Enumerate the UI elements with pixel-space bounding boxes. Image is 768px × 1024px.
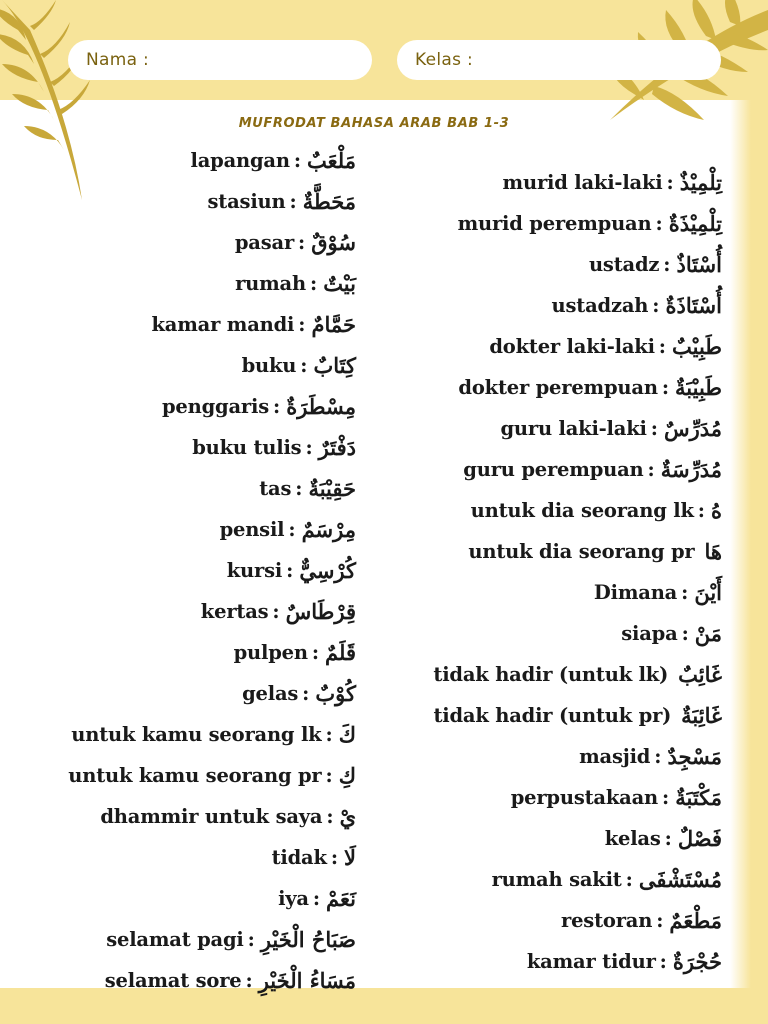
- separator: :: [300, 353, 308, 377]
- vocab-row: [382, 166, 722, 198]
- arabic-word: مَسْجِدٌ: [667, 743, 722, 769]
- vocab-row: [36, 841, 356, 873]
- vocab-row: [382, 330, 722, 362]
- indonesian-word: kursi: [226, 558, 283, 582]
- vocab-row: [382, 904, 722, 936]
- indonesian-word: kelas: [604, 826, 661, 850]
- separator: :: [659, 949, 667, 973]
- vocab-row: [382, 863, 722, 895]
- vocab-row: [382, 412, 722, 444]
- indonesian-word: untuk dia seorang pr: [468, 539, 695, 563]
- vocab-row: [36, 923, 356, 955]
- indonesian-word: lapangan: [190, 148, 290, 172]
- arabic-word: كِ: [338, 762, 356, 788]
- indonesian-word: selamat sore: [104, 968, 242, 992]
- side-background: [730, 100, 768, 988]
- name-label: Nama :: [86, 50, 150, 70]
- separator: :: [647, 457, 655, 481]
- separator: :: [286, 558, 294, 582]
- separator: :: [295, 476, 303, 500]
- vocab-row: [382, 535, 722, 567]
- vocab-row: [36, 267, 356, 299]
- arabic-word: هَا: [704, 538, 722, 564]
- arabic-word: غَائِبٌ: [678, 661, 722, 687]
- indonesian-word: rumah: [235, 271, 306, 295]
- arabic-word: طَبِيْبَةٌ: [675, 374, 722, 400]
- indonesian-word: iya: [278, 886, 309, 910]
- separator: :: [289, 189, 297, 213]
- arabic-word: كَ: [338, 721, 356, 747]
- vocab-row: [36, 513, 356, 545]
- indonesian-word: dhammir untuk saya: [100, 804, 323, 828]
- indonesian-word: murid laki-laki: [502, 170, 663, 194]
- vocab-row: [36, 226, 356, 258]
- vocab-row: [36, 554, 356, 586]
- separator: :: [662, 785, 670, 809]
- arabic-word: يْ: [339, 803, 356, 829]
- indonesian-word: restoran: [561, 908, 653, 932]
- arabic-word: أُسْتَاذَةٌ: [665, 292, 722, 318]
- arabic-word: سُوْقٌ: [311, 229, 356, 255]
- arabic-word: أُسْتَاذٌ: [676, 251, 722, 277]
- separator: :: [625, 867, 633, 891]
- arabic-word: كِتَابٌ: [313, 352, 356, 378]
- separator: :: [272, 599, 280, 623]
- separator: :: [326, 804, 334, 828]
- separator: :: [245, 968, 253, 992]
- indonesian-word: perpustakaan: [510, 785, 659, 809]
- vocab-row: [36, 800, 356, 832]
- arabic-word: مَكْتَبَةٌ: [675, 784, 722, 810]
- arabic-word: نَعَمْ: [326, 885, 356, 911]
- indonesian-word: guru perempuan: [463, 457, 644, 481]
- vocab-row: [382, 699, 722, 731]
- vocab-row: [382, 207, 722, 239]
- vocab-row: [382, 740, 722, 772]
- arabic-word: أَيْنَ: [694, 579, 722, 605]
- arabic-word: صَبَاحُ الْخَيْرِ: [260, 926, 356, 952]
- separator: :: [663, 252, 671, 276]
- arabic-word: قِرْطَاسٌ: [285, 598, 356, 624]
- arabic-word: حَقِيْبَةٌ: [308, 475, 356, 501]
- indonesian-word: buku tulis: [192, 435, 302, 459]
- indonesian-word: guru laki-laki: [500, 416, 647, 440]
- separator: :: [298, 230, 306, 254]
- arabic-word: دَفْتَرٌ: [318, 434, 356, 460]
- vocab-row: [382, 248, 722, 280]
- indonesian-word: kertas: [200, 599, 269, 623]
- arabic-word: غَائِبَةٌ: [681, 702, 722, 728]
- arabic-word: لَا: [344, 844, 356, 870]
- indonesian-word: untuk dia seorang lk: [470, 498, 694, 522]
- arabic-word: كُوْبٌ: [315, 680, 356, 706]
- indonesian-word: masjid: [579, 744, 651, 768]
- arabic-word: بَيْتٌ: [323, 270, 356, 296]
- arabic-word: قَلَمٌ: [325, 639, 356, 665]
- indonesian-word: penggaris: [162, 394, 269, 418]
- indonesian-word: kamar tidur: [526, 949, 656, 973]
- indonesian-word: kamar mandi: [151, 312, 295, 336]
- arabic-word: مُدَرِّسَةٌ: [660, 456, 722, 482]
- vocab-row: [36, 308, 356, 340]
- vocab-row: [36, 636, 356, 668]
- class-field[interactable]: [397, 40, 721, 80]
- separator: :: [652, 293, 660, 317]
- vocab-row: [36, 349, 356, 381]
- indonesian-word: pasar: [234, 230, 295, 254]
- indonesian-word: tas: [259, 476, 292, 500]
- separator: :: [302, 681, 310, 705]
- separator: :: [330, 845, 339, 869]
- arabic-word: مَلْعَبٌ: [307, 147, 356, 173]
- vocab-row: [382, 289, 722, 321]
- vocab-row: [36, 185, 356, 217]
- indonesian-word: stasiun: [207, 189, 286, 213]
- separator: :: [697, 498, 705, 522]
- indonesian-word: gelas: [242, 681, 299, 705]
- arabic-word: مَنْ: [694, 620, 722, 646]
- separator: :: [654, 744, 662, 768]
- indonesian-word: selamat pagi: [106, 927, 244, 951]
- vocab-row: [36, 472, 356, 504]
- palm-leaf-left-icon: [0, 0, 110, 210]
- vocab-row: [36, 595, 356, 627]
- vocab-row: [36, 431, 356, 463]
- separator: :: [650, 416, 658, 440]
- vocab-row: [382, 371, 722, 403]
- indonesian-word: ustadz: [588, 252, 660, 276]
- vocab-row: [382, 617, 722, 649]
- arabic-word: تِلْمِيْذٌ: [679, 169, 722, 195]
- indonesian-word: pulpen: [233, 640, 308, 664]
- arabic-word: مِسْطَرَةٌ: [286, 393, 356, 419]
- arabic-word: مَطْعَمٌ: [669, 907, 722, 933]
- arabic-word: مَسَاءُ الْخَيْرِ: [258, 967, 356, 993]
- separator: :: [305, 435, 313, 459]
- vocab-row: [36, 677, 356, 709]
- separator: :: [309, 271, 318, 295]
- arabic-word: مُسْتَشْفَى: [638, 866, 722, 892]
- vocab-row: [382, 658, 722, 690]
- separator: :: [681, 621, 689, 645]
- separator: :: [325, 763, 333, 787]
- arabic-word: مِرْسَمٌ: [301, 516, 356, 542]
- vocab-row: [382, 945, 722, 977]
- indonesian-word: ustadzah: [551, 293, 649, 317]
- vocab-row: [382, 453, 722, 485]
- separator: :: [658, 334, 666, 358]
- indonesian-word: tidak hadir (untuk lk): [433, 662, 669, 686]
- indonesian-word: pensil: [219, 517, 285, 541]
- indonesian-word: buku: [241, 353, 297, 377]
- class-label: Kelas :: [415, 50, 473, 70]
- indonesian-word: dokter laki-laki: [489, 334, 655, 358]
- indonesian-word: rumah sakit: [491, 867, 622, 891]
- separator: :: [247, 927, 255, 951]
- separator: :: [325, 722, 333, 746]
- vocab-row: [382, 576, 722, 608]
- separator: :: [666, 170, 674, 194]
- page-title: MUFRODAT BAHASA ARAB BAB 1-3: [238, 116, 510, 131]
- separator: :: [664, 826, 672, 850]
- vocab-row: [382, 494, 722, 526]
- vocab-row: [36, 144, 356, 176]
- arabic-word: حُجْرَةٌ: [672, 948, 722, 974]
- indonesian-word: tidak hadir (untuk pr): [433, 703, 672, 727]
- indonesian-word: Dimana: [593, 580, 678, 604]
- indonesian-word: dokter perempuan: [458, 375, 658, 399]
- arabic-word: هُ: [710, 497, 722, 523]
- arabic-word: مُدَرِّسٌ: [663, 415, 722, 441]
- separator: :: [272, 394, 281, 418]
- separator: :: [656, 908, 664, 932]
- vocab-row: [36, 390, 356, 422]
- indonesian-word: siapa: [621, 621, 678, 645]
- separator: :: [312, 886, 321, 910]
- separator: :: [655, 211, 663, 235]
- vocab-row: [382, 822, 722, 854]
- arabic-word: مَحَطَّةٌ: [302, 188, 356, 214]
- separator: :: [293, 148, 302, 172]
- vocab-row: [36, 759, 356, 791]
- arabic-word: طَبِيْبٌ: [671, 333, 722, 359]
- indonesian-word: tidak: [271, 845, 327, 869]
- arabic-word: فَصْلٌ: [677, 825, 722, 851]
- vocab-row: [36, 718, 356, 750]
- arabic-word: تِلْمِيْذَةٌ: [668, 210, 722, 236]
- separator: :: [311, 640, 320, 664]
- separator: :: [288, 517, 296, 541]
- name-field[interactable]: [68, 40, 372, 80]
- separator: :: [298, 312, 306, 336]
- indonesian-word: untuk kamu seorang lk: [71, 722, 322, 746]
- vocab-row: [382, 781, 722, 813]
- arabic-word: حَمَّامٌ: [311, 311, 356, 337]
- vocab-row: [36, 964, 356, 996]
- arabic-word: كُرْسِيٌّ: [299, 557, 356, 583]
- separator: :: [661, 375, 670, 399]
- vocab-row: [36, 882, 356, 914]
- indonesian-word: untuk kamu seorang pr: [68, 763, 322, 787]
- indonesian-word: murid perempuan: [457, 211, 652, 235]
- separator: :: [681, 580, 689, 604]
